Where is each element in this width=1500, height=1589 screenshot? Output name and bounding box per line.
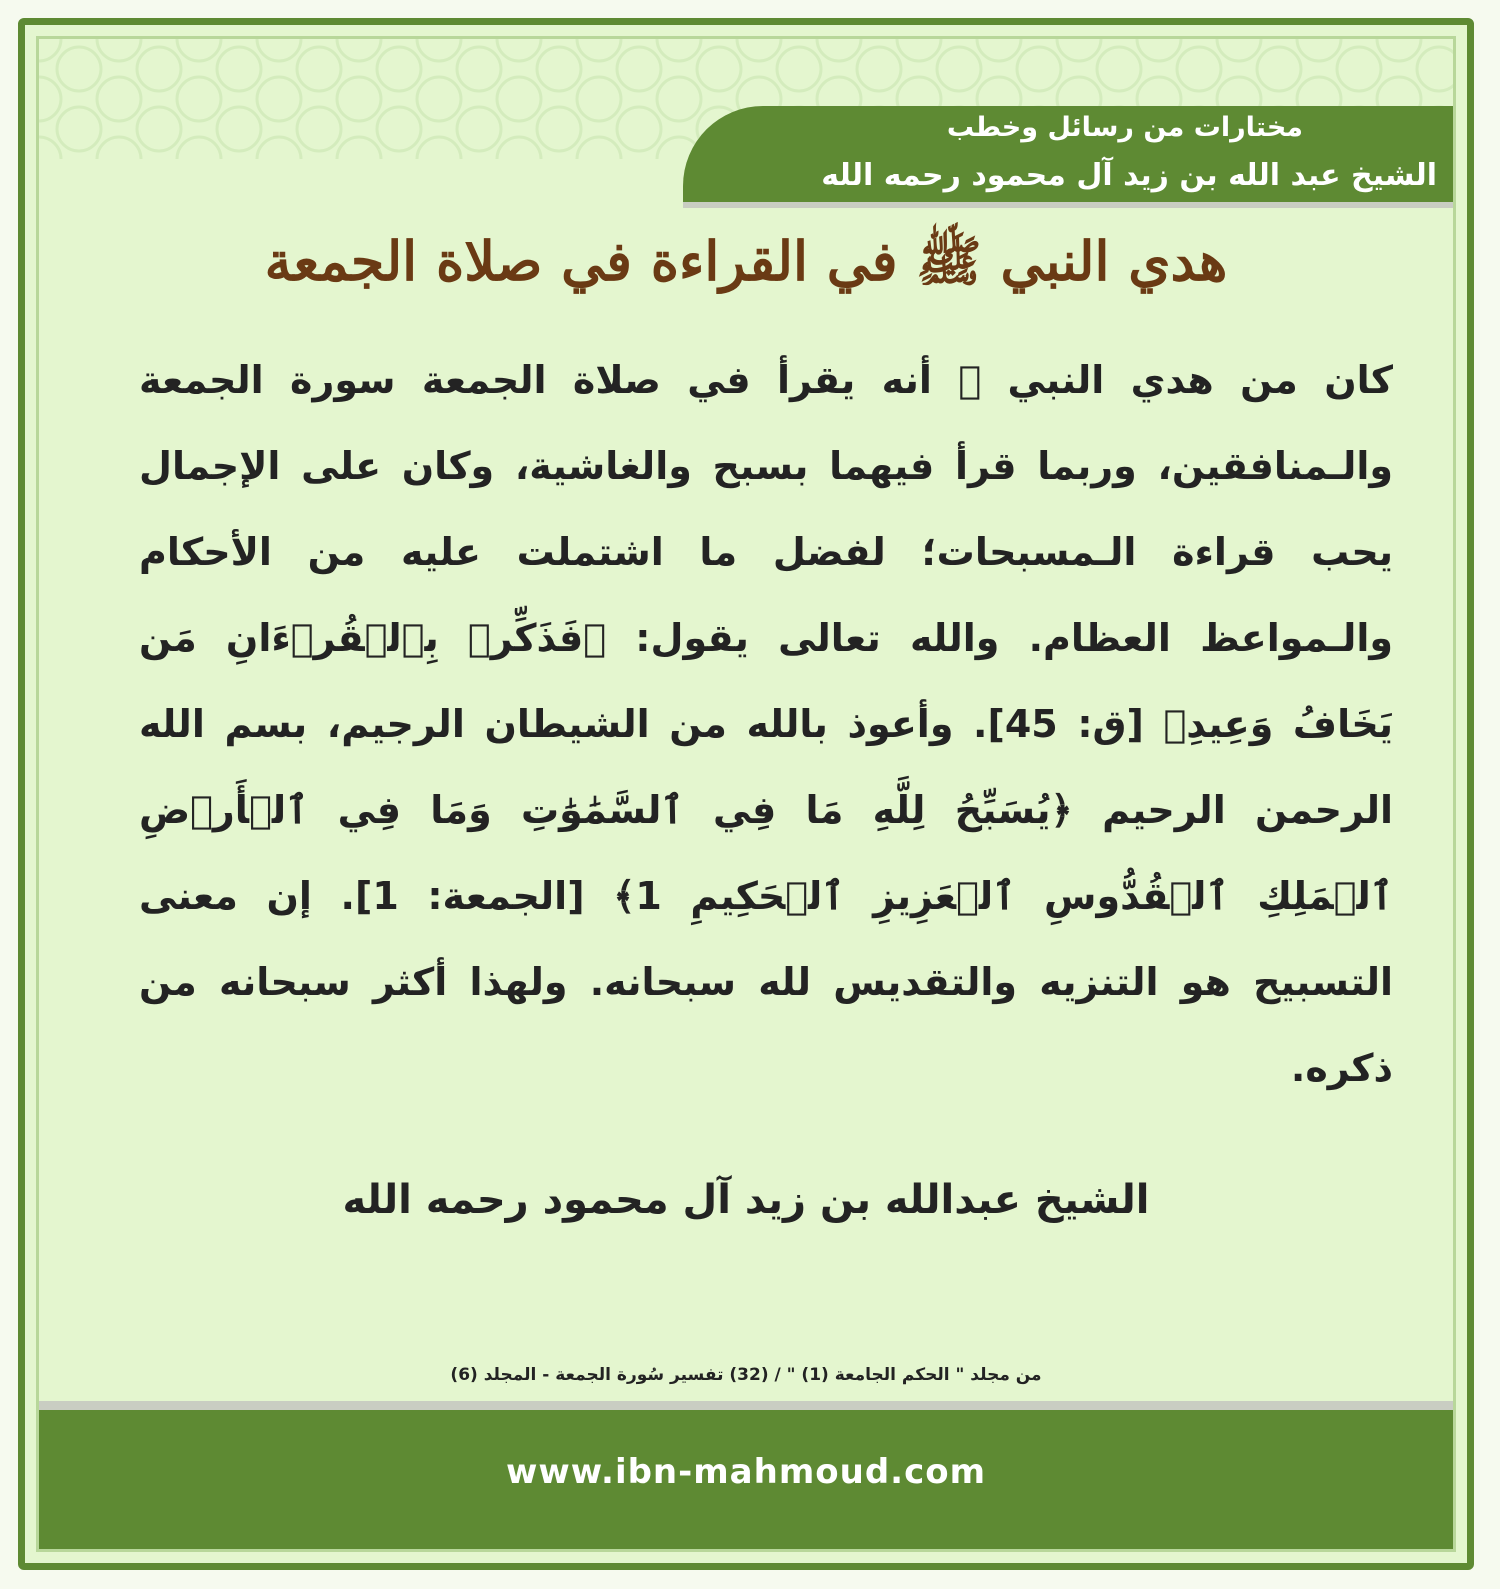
article-body: كان من هدي النبي ﷺ أنه يقرأ في صلاة الجمعة سورة الجمعة والـمنافقين، وربما قرأ فيهما بسبح والغاشية، وكان على الإجمال يحب قراءة الـمسبحات؛ لفضل ما اشتملت عليه من الأحكام والـمواعظ العظام. والله تعالى يقول: ﴿فَذَكِّرۡ بِٱلۡقُرۡءَانِ مَن يَخَافُ وَعِيدِ﴾ [ق: 45]. وأعوذ بالله من الشيطان الرجيم، بسم الله الرحمن الرحيم ﴿يُسَبِّحُ لِلَّهِ مَا فِي ٱلسَّمَٰوَٰتِ وَمَا فِي ٱلۡأَرۡضِ ٱلۡمَلِكِ ٱلۡقُدُّوسِ ٱلۡعَزِيزِ ٱلۡحَكِيمِ 1﴾ [الجمعة: 1]. إن معنى التسبيح هو التنزيه والتقديس لله سبحانه. ولهذا أكثر سبحانه من ذكره. [139, 358, 1393, 1090]
source-reference: من مجلد " الحكم الجامعة (1) " / (32) تفسير سُورة الجمعة - المجلد (6) [450, 1365, 1042, 1385]
page-title: هدي النبي ﷺ في القراءة في صلاة الجمعة [264, 229, 1228, 293]
header-author: الشيخ عبد الله بن زيد آل محمود رحمه الله [821, 158, 1437, 193]
footer-band [39, 1401, 1453, 1549]
inner-frame [36, 36, 1456, 1552]
website-link[interactable]: www.ibn-mahmoud.com [505, 1452, 987, 1492]
outer-frame [18, 18, 1474, 1570]
signature: الشيخ عبدالله بن زيد آل محمود رحمه الله [342, 1177, 1150, 1223]
header-subtitle: مختارات من رسائل وخطب [946, 112, 1303, 143]
header-band [683, 106, 1453, 208]
